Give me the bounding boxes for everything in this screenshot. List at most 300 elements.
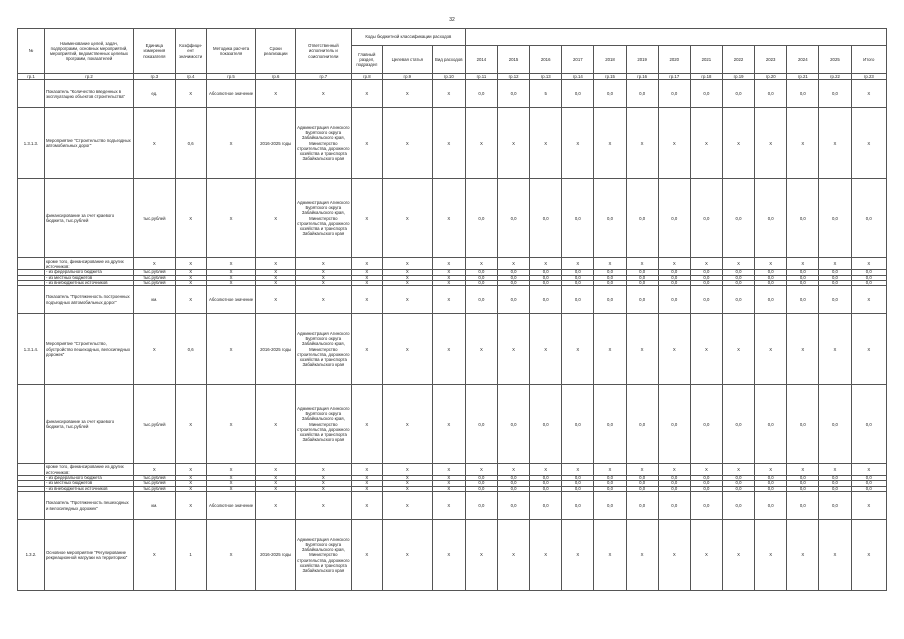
table-cell: X xyxy=(722,520,754,591)
table-cell: X xyxy=(351,179,382,258)
row-name-cell: Мероприятие "Строительство подъездных автомобильных дорог" xyxy=(44,108,133,179)
table-cell: 0,0 xyxy=(819,179,851,258)
table-row xyxy=(18,314,887,385)
header-year: 2024 xyxy=(787,46,819,74)
table-cell: X xyxy=(465,108,497,179)
table-cell: Администрация Агинского Бурятского округа Забайкальского края, Министерство строительства, дорожного хозяйства и транспорта Забайкальского края xyxy=(295,179,351,258)
table-cell: X xyxy=(175,464,206,476)
table-cell: 0,0 xyxy=(787,476,819,481)
table-cell: X xyxy=(722,258,754,270)
table-cell: 0,0 xyxy=(594,385,626,464)
table-row xyxy=(18,258,887,270)
table-cell: 0,0 xyxy=(530,481,562,486)
table-cell: X xyxy=(465,520,497,591)
table-cell: X xyxy=(206,476,256,481)
table-cell: X xyxy=(787,314,819,385)
table-cell: X xyxy=(206,520,256,591)
table-cell: 0,0 xyxy=(755,492,787,520)
table-cell: 0,0 xyxy=(626,270,658,275)
table-cell: X xyxy=(851,492,886,520)
table-cell: 0,0 xyxy=(658,481,690,486)
row-number-cell xyxy=(18,286,45,314)
table-cell: 0,0 xyxy=(530,270,562,275)
page-number: 32 xyxy=(449,17,455,23)
table-cell: 0,0 xyxy=(722,280,754,285)
row-name-cell: - из федерального бюджета xyxy=(44,270,133,275)
column-number-cell: гр.10 xyxy=(432,74,465,80)
table-cell: 0,0 xyxy=(497,286,529,314)
table-cell: X xyxy=(497,464,529,476)
table-cell: 0,0 xyxy=(465,481,497,486)
table-cell: 0,0 xyxy=(787,80,819,108)
table-cell: 0,0 xyxy=(722,80,754,108)
table-cell: X xyxy=(432,492,465,520)
table-cell: 0,0 xyxy=(690,270,722,275)
table-cell: X xyxy=(256,476,295,481)
table-cell: 0,0 xyxy=(851,481,886,486)
table-cell: 0,0 xyxy=(497,476,529,481)
table-cell: 0,0 xyxy=(819,80,851,108)
row-number-cell xyxy=(18,258,45,270)
table-cell: X xyxy=(787,464,819,476)
table-cell: X xyxy=(658,314,690,385)
table-cell: 0,0 xyxy=(755,179,787,258)
table-cell: 0,0 xyxy=(787,270,819,275)
table-cell: X xyxy=(351,314,382,385)
column-number-cell: гр.5 xyxy=(206,74,256,80)
table-cell: X xyxy=(175,179,206,258)
table-cell: X xyxy=(206,385,256,464)
table-cell: X xyxy=(819,464,851,476)
row-number-cell: 1.3.2. xyxy=(18,520,45,591)
table-cell: 0,0 xyxy=(465,286,497,314)
table-cell: X xyxy=(690,314,722,385)
column-number-cell: гр.17 xyxy=(658,74,690,80)
table-cell: 0,0 xyxy=(690,486,722,491)
table-cell: X xyxy=(819,258,851,270)
table-cell: тыс.рублей xyxy=(134,280,175,285)
table-cell: X xyxy=(594,464,626,476)
table-cell: 0,0 xyxy=(594,80,626,108)
table-row xyxy=(18,80,887,108)
table-cell: X xyxy=(175,476,206,481)
table-cell: X xyxy=(382,108,432,179)
table-cell: X xyxy=(351,481,382,486)
table-cell: 0,0 xyxy=(658,476,690,481)
table-cell: X xyxy=(256,486,295,491)
table-cell: X xyxy=(256,492,295,520)
table-cell: X xyxy=(256,464,295,476)
table-cell: 0,0 xyxy=(530,179,562,258)
header-csr: Целевая статья xyxy=(382,46,432,74)
column-number-cell: гр.1 xyxy=(18,74,45,80)
table-cell: Администрация Агинского Бурятского округа Забайкальского края, Министерство строительства, дорожного хозяйства и транспорта Забайкальского края xyxy=(295,520,351,591)
table-cell: X xyxy=(206,481,256,486)
table-cell: X xyxy=(175,258,206,270)
table-cell: тыс.рублей xyxy=(134,481,175,486)
table-cell: X xyxy=(626,464,658,476)
table-cell: X xyxy=(351,80,382,108)
table-cell: X xyxy=(819,314,851,385)
table-row xyxy=(18,492,887,520)
table-cell: 0,0 xyxy=(594,492,626,520)
table-cell: X xyxy=(295,275,351,280)
table-cell: 0,0 xyxy=(626,286,658,314)
table-cell: 0,0 xyxy=(851,275,886,280)
table-cell: X xyxy=(175,80,206,108)
table-cell: X xyxy=(432,476,465,481)
table-cell: 0,0 xyxy=(722,275,754,280)
table-cell: X xyxy=(690,258,722,270)
table-cell: 0,0 xyxy=(530,275,562,280)
table-cell: 0,0 xyxy=(819,476,851,481)
column-number-cell: гр.20 xyxy=(755,74,787,80)
table-cell: 0,0 xyxy=(787,280,819,285)
table-cell: 0,0 xyxy=(722,492,754,520)
table-cell: 0,0 xyxy=(690,280,722,285)
table-cell: X xyxy=(432,520,465,591)
table-cell: 0,0 xyxy=(755,286,787,314)
header-year: 2015 xyxy=(497,46,529,74)
table-cell: тыс.рублей xyxy=(134,270,175,275)
header-year: 2025 xyxy=(819,46,851,74)
table-cell: 0,0 xyxy=(658,275,690,280)
table-cell: 0,0 xyxy=(497,80,529,108)
table-cell: 0,0 xyxy=(594,486,626,491)
table-cell: X xyxy=(465,314,497,385)
table-cell: 0,0 xyxy=(787,286,819,314)
table-cell: 0,0 xyxy=(658,385,690,464)
table-cell: 0,0 xyxy=(722,286,754,314)
table-cell: 0,0 xyxy=(626,280,658,285)
table-cell: 0,0 xyxy=(562,270,594,275)
table-row xyxy=(18,179,887,258)
row-number-cell xyxy=(18,464,45,476)
table-cell: X xyxy=(351,275,382,280)
table-cell: 0,0 xyxy=(594,280,626,285)
table-cell: X xyxy=(497,314,529,385)
table-cell: 0,0 xyxy=(562,280,594,285)
table-cell: X xyxy=(658,108,690,179)
table-cell: 0,0 xyxy=(626,179,658,258)
table-row xyxy=(18,286,887,314)
table-cell: X xyxy=(497,258,529,270)
table-cell: 0,0 xyxy=(755,270,787,275)
table-cell: X xyxy=(851,520,886,591)
table-cell: 0,0 xyxy=(594,476,626,481)
table-cell: 0,0 xyxy=(562,80,594,108)
header-year: 2020 xyxy=(658,46,690,74)
table-cell: 0,0 xyxy=(819,385,851,464)
table-cell: X xyxy=(295,486,351,491)
table-cell: 0,0 xyxy=(851,270,886,275)
table-cell: X xyxy=(295,286,351,314)
table-cell: X xyxy=(594,520,626,591)
table-cell: 0,0 xyxy=(690,179,722,258)
column-number-cell: гр.13 xyxy=(530,74,562,80)
table-cell: X xyxy=(175,286,206,314)
table-cell: X xyxy=(658,520,690,591)
table-cell: X xyxy=(256,280,295,285)
table-cell: 0,0 xyxy=(497,280,529,285)
table-cell: 0,0 xyxy=(755,476,787,481)
row-number-cell: 1.3.1.4. xyxy=(18,314,45,385)
table-cell: 0,0 xyxy=(819,275,851,280)
table-cell: X xyxy=(256,275,295,280)
table-cell: 0,6 xyxy=(175,108,206,179)
column-number-cell: гр.19 xyxy=(722,74,754,80)
table-cell: 0,0 xyxy=(819,481,851,486)
column-number-cell: гр.3 xyxy=(134,74,175,80)
table-cell: X xyxy=(134,520,175,591)
table-cell: X xyxy=(432,179,465,258)
table-cell: X xyxy=(382,314,432,385)
table-cell: 0,0 xyxy=(787,481,819,486)
table-cell: X xyxy=(351,476,382,481)
table-cell: X xyxy=(432,314,465,385)
table-cell: X xyxy=(382,476,432,481)
table-cell: 0,0 xyxy=(658,286,690,314)
table-cell: км. xyxy=(134,286,175,314)
table-cell: 0,0 xyxy=(690,385,722,464)
table-cell: 0,0 xyxy=(626,275,658,280)
table-cell: X xyxy=(432,80,465,108)
table-cell: 0,0 xyxy=(755,481,787,486)
table-cell: X xyxy=(819,520,851,591)
table-cell: X xyxy=(382,481,432,486)
table-row xyxy=(18,108,887,179)
table-cell: 0,0 xyxy=(658,280,690,285)
table-cell: X xyxy=(851,108,886,179)
table-cell: 0,0 xyxy=(626,476,658,481)
table-cell: 0,0 xyxy=(626,385,658,464)
table-cell: X xyxy=(432,108,465,179)
table-cell: X xyxy=(382,464,432,476)
table-cell: ед. xyxy=(134,80,175,108)
header-year: 2023 xyxy=(755,46,787,74)
table-cell: X xyxy=(382,492,432,520)
table-cell: 0,0 xyxy=(465,275,497,280)
table-cell: X xyxy=(755,464,787,476)
table-cell: тыс.рублей xyxy=(134,385,175,464)
table-cell: X xyxy=(351,464,382,476)
table-cell: Абсолютное значение xyxy=(206,80,256,108)
table-cell: Абсолютное значение xyxy=(206,492,256,520)
table-cell: 0,0 xyxy=(594,179,626,258)
table-cell: X xyxy=(530,108,562,179)
table-row xyxy=(18,520,887,591)
column-number-cell: гр.12 xyxy=(497,74,529,80)
table-cell: 0,0 xyxy=(787,385,819,464)
table-cell: 0,0 xyxy=(562,486,594,491)
column-number-cell: гр.7 xyxy=(295,74,351,80)
column-number-cell: гр.22 xyxy=(819,74,851,80)
table-cell: 0,0 xyxy=(465,486,497,491)
table-cell: Администрация Агинского Бурятского округа Забайкальского края, Министерство строительства, дорожного хозяйства и транспорта Забайкальского края xyxy=(295,314,351,385)
row-name-cell: финансирование за счет краевого бюджета, тыс.рублей xyxy=(44,385,133,464)
table-cell: X xyxy=(562,258,594,270)
column-number-cell: гр.15 xyxy=(594,74,626,80)
table-cell: X xyxy=(256,481,295,486)
header-name: Наименование целей, задач, подпрограмм, основных мероприятий, мероприятий, ведомственных целевых программ, показателей xyxy=(44,29,133,74)
table-cell: X xyxy=(819,108,851,179)
table-cell: 0,0 xyxy=(562,476,594,481)
header-codes-empty xyxy=(465,29,886,46)
header-grbs: Главный раздел, подраздел xyxy=(351,46,382,74)
table-cell: X xyxy=(175,486,206,491)
table-cell: 0,0 xyxy=(819,492,851,520)
table-cell: X xyxy=(382,275,432,280)
table-cell: X xyxy=(206,314,256,385)
table-cell: X xyxy=(722,464,754,476)
table-cell: X xyxy=(690,108,722,179)
table-cell: X xyxy=(755,314,787,385)
table-cell: X xyxy=(432,486,465,491)
table-cell: X xyxy=(295,258,351,270)
table-cell: 0,0 xyxy=(755,280,787,285)
column-number-cell: гр.21 xyxy=(787,74,819,80)
table-cell: 0,0 xyxy=(722,476,754,481)
table-cell: X xyxy=(134,108,175,179)
header-year: 2014 xyxy=(465,46,497,74)
header-year: 2017 xyxy=(562,46,594,74)
table-cell: X xyxy=(722,108,754,179)
table-cell: X xyxy=(851,464,886,476)
table-cell: X xyxy=(658,464,690,476)
table-cell: 0,0 xyxy=(690,481,722,486)
table-cell: 0,0 xyxy=(755,486,787,491)
table-cell: X xyxy=(755,108,787,179)
row-number-cell: 1.3.1.3. xyxy=(18,108,45,179)
table-cell: 0,0 xyxy=(690,492,722,520)
table-cell: 0,0 xyxy=(497,270,529,275)
row-name-cell: Основное мероприятие "Регулирование рекреационной нагрузки на территорию" xyxy=(44,520,133,591)
table-cell: X xyxy=(206,280,256,285)
table-cell: 0,0 xyxy=(819,280,851,285)
header-year: 2019 xyxy=(626,46,658,74)
table-cell: X xyxy=(295,464,351,476)
table-cell: X xyxy=(562,314,594,385)
table-cell: 0,0 xyxy=(465,270,497,275)
table-cell: X xyxy=(497,520,529,591)
table-cell: X xyxy=(787,520,819,591)
table-cell: 0,0 xyxy=(658,270,690,275)
header-responsible: Ответственный исполнитель и соисполнители xyxy=(295,29,351,74)
table-cell: 1 xyxy=(175,520,206,591)
table-cell: 0,0 xyxy=(465,492,497,520)
table-cell: 0,0 xyxy=(851,385,886,464)
row-number-cell xyxy=(18,385,45,464)
row-name-cell: кроме того, финансирование из других источников: xyxy=(44,464,133,476)
table-cell: 0,0 xyxy=(530,486,562,491)
column-number-cell: гр.23 xyxy=(851,74,886,80)
table-cell: 0,0 xyxy=(497,481,529,486)
table-body xyxy=(18,80,887,591)
table-cell: X xyxy=(562,108,594,179)
table-cell: 0,0 xyxy=(562,385,594,464)
table-cell: 0,0 xyxy=(626,481,658,486)
table-cell: X xyxy=(382,280,432,285)
header-codes: Коды бюджетной классификации расходов xyxy=(351,29,465,46)
table-cell: 0,0 xyxy=(626,492,658,520)
table-cell: тыс.рублей xyxy=(134,179,175,258)
header-unit: Единица измерения показателя xyxy=(134,29,175,74)
table-cell: X xyxy=(295,80,351,108)
header-method: Методика расчета показателя xyxy=(206,29,256,74)
table-cell: X xyxy=(382,179,432,258)
table-cell: 0,0 xyxy=(755,80,787,108)
row-name-cell: Показатель "Протяженность построенных подъездных автомобильных дорог" xyxy=(44,286,133,314)
table-cell: X xyxy=(175,275,206,280)
table-cell: 0,0 xyxy=(851,476,886,481)
table-cell: X xyxy=(175,385,206,464)
program-table xyxy=(17,28,887,591)
table-cell: X xyxy=(658,258,690,270)
table-cell: X xyxy=(382,258,432,270)
table-cell: 0,0 xyxy=(722,481,754,486)
table-cell: X xyxy=(206,275,256,280)
table-cell: 0,0 xyxy=(722,385,754,464)
table-cell: Администрация Агинского Бурятского округа Забайкальского края, Министерство строительства, дорожного хозяйства и транспорта Забайкальского края xyxy=(295,108,351,179)
table-cell: 0,0 xyxy=(690,80,722,108)
header-coef: Коэффици-ент значимости xyxy=(175,29,206,74)
table-cell: 0,0 xyxy=(755,385,787,464)
row-name-cell: - из федерального бюджета xyxy=(44,476,133,481)
column-number-cell: гр.6 xyxy=(256,74,295,80)
table-cell: X xyxy=(351,492,382,520)
table-cell: X xyxy=(175,492,206,520)
table-cell: 0,0 xyxy=(594,270,626,275)
table-cell: 0,0 xyxy=(594,481,626,486)
table-cell: X xyxy=(382,80,432,108)
header-year: 2018 xyxy=(594,46,626,74)
header-year: 2021 xyxy=(690,46,722,74)
table-cell: X xyxy=(295,270,351,275)
table-cell: X xyxy=(175,270,206,275)
table-cell: 0,0 xyxy=(497,486,529,491)
table-cell: X xyxy=(206,108,256,179)
table-cell: X xyxy=(530,258,562,270)
table-cell: 0,0 xyxy=(658,486,690,491)
table-cell: X xyxy=(851,314,886,385)
table-cell: X xyxy=(432,258,465,270)
table-cell: X xyxy=(382,520,432,591)
table-cell: X xyxy=(351,270,382,275)
table-cell: X xyxy=(351,520,382,591)
table-cell: X xyxy=(497,108,529,179)
table-cell: X xyxy=(530,520,562,591)
table-cell: X xyxy=(594,108,626,179)
table-cell: 0,0 xyxy=(530,385,562,464)
header-row-1 xyxy=(18,29,887,46)
table-cell: 0,0 xyxy=(530,280,562,285)
table-cell: 0,0 xyxy=(497,492,529,520)
column-number-cell: гр.18 xyxy=(690,74,722,80)
table-cell: X xyxy=(295,280,351,285)
table-cell: X xyxy=(256,385,295,464)
table-cell: X xyxy=(382,385,432,464)
table-cell: X xyxy=(351,286,382,314)
table-cell: X xyxy=(295,481,351,486)
table-cell: X xyxy=(594,258,626,270)
table-cell: 0,0 xyxy=(851,486,886,491)
table-cell: X xyxy=(851,258,886,270)
table-cell: X xyxy=(432,464,465,476)
table-cell: X xyxy=(594,314,626,385)
row-name-cell: Показатель "Количество введенных в эксплуатацию объектов строительства" xyxy=(44,80,133,108)
column-number-cell: гр.4 xyxy=(175,74,206,80)
table-cell: X xyxy=(530,314,562,385)
